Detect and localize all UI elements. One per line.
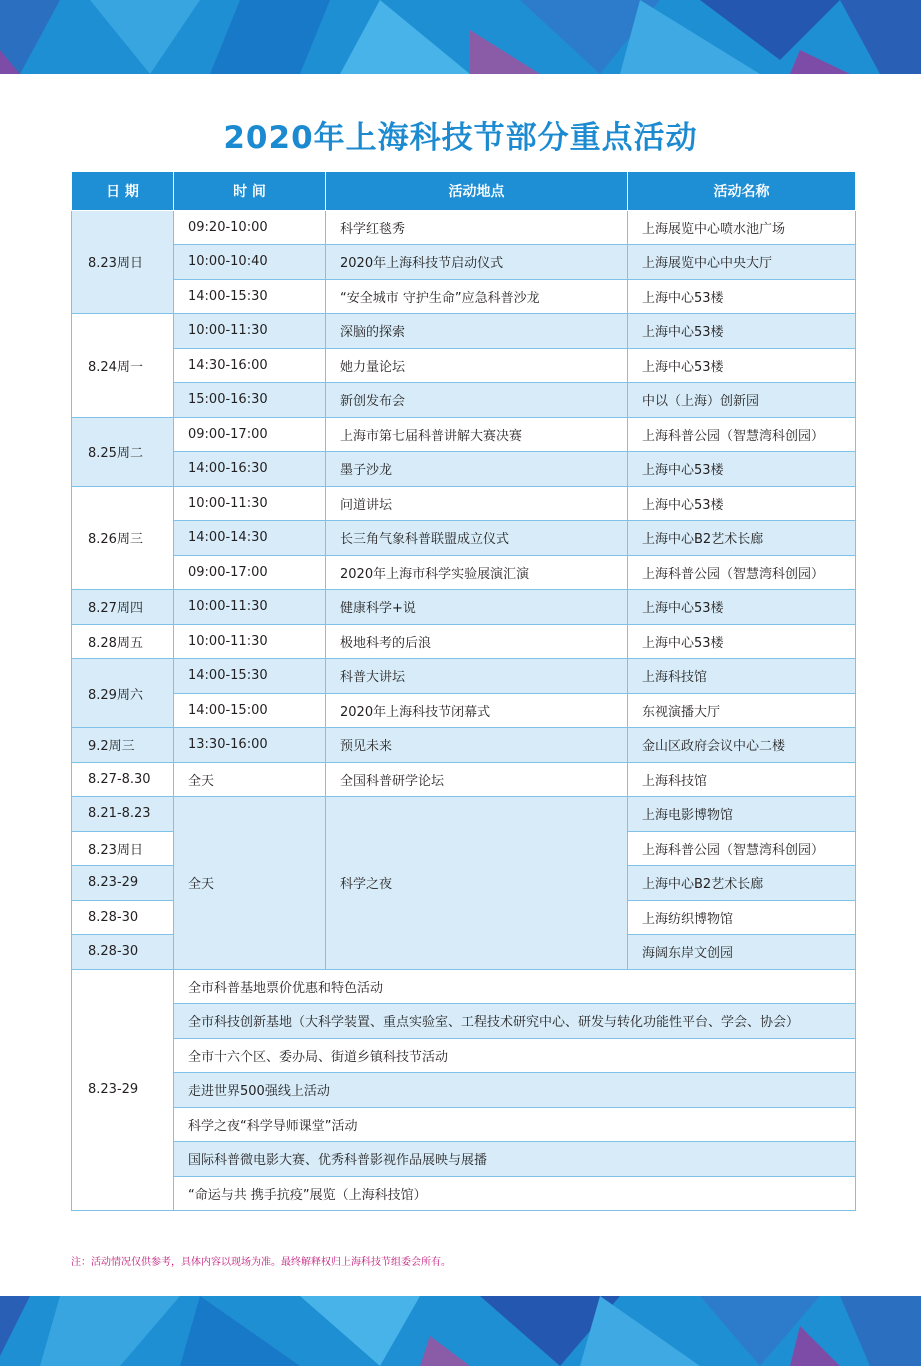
event-cell: 预见未来 <box>326 728 628 763</box>
time-cell: 10:00-11:30 <box>174 314 326 349</box>
footnote: 注：活动情况仅供参考，具体内容以现场为准。最终解释权归上海科技节组委会所有。 <box>71 1257 451 1268</box>
venue-cell: 海阔东岸文创园 <box>628 935 856 970</box>
event-cell: 科学之夜 <box>326 797 628 970</box>
time-cell: 14:00-14:30 <box>174 521 326 556</box>
table-row <box>72 210 856 245</box>
venue-cell: 上海科技馆 <box>628 762 856 797</box>
time-cell: 全天 <box>174 797 326 970</box>
venue-cell: 上海科普公园（智慧湾科创园） <box>628 555 856 590</box>
event-cell: 墨子沙龙 <box>326 452 628 487</box>
venue-cell: 东视演播大厅 <box>628 693 856 728</box>
venue-cell: 上海中心53楼 <box>628 348 856 383</box>
table-header-row <box>72 172 856 210</box>
header-place: 活动地点 <box>326 172 628 210</box>
event-cell: 新创发布会 <box>326 383 628 418</box>
venue-cell: 上海中心53楼 <box>628 314 856 349</box>
date-cell: 8.23-29 <box>72 969 174 1211</box>
time-cell: 09:00-17:00 <box>174 417 326 452</box>
event-cell: 科普大讲坛 <box>326 659 628 694</box>
venue-cell: 上海中心B2艺术长廊 <box>628 866 856 901</box>
event-cell: 深脑的探索 <box>326 314 628 349</box>
event-cell: “安全城市 守护生命”应急科普沙龙 <box>326 279 628 314</box>
time-cell: 14:00-16:30 <box>174 452 326 487</box>
venue-cell: 上海中心53楼 <box>628 279 856 314</box>
event-cell: 2020年上海科技节闭幕式 <box>326 693 628 728</box>
time-cell: 15:00-16:30 <box>174 383 326 418</box>
venue-cell: 上海中心B2艺术长廊 <box>628 521 856 556</box>
table-row <box>72 417 856 452</box>
table-row <box>72 693 856 728</box>
venue-cell: 上海科技馆 <box>628 659 856 694</box>
venue-cell: 上海电影博物馆 <box>628 797 856 832</box>
date-cell: 8.23周日 <box>72 831 174 866</box>
venue-cell: 上海展览中心喷水池广场 <box>628 210 856 245</box>
date-cell: 8.29周六 <box>72 659 174 728</box>
table-row <box>72 348 856 383</box>
event-cell: 健康科学+说 <box>326 590 628 625</box>
table-row <box>72 1142 856 1177</box>
table-row <box>72 486 856 521</box>
time-cell: 10:00-11:30 <box>174 590 326 625</box>
table-row <box>72 590 856 625</box>
table-row <box>72 521 856 556</box>
event-cell: 极地科考的后浪 <box>326 624 628 659</box>
activity-cell: 国际科普微电影大赛、优秀科普影视作品展映与展播 <box>174 1142 856 1177</box>
time-cell: 10:00-10:40 <box>174 245 326 280</box>
header-time: 时 间 <box>174 172 326 210</box>
table-row <box>72 555 856 590</box>
venue-cell: 上海中心53楼 <box>628 590 856 625</box>
table-row <box>72 314 856 349</box>
event-cell: 长三角气象科普联盟成立仪式 <box>326 521 628 556</box>
date-cell: 8.28-30 <box>72 935 174 970</box>
date-cell: 8.25周二 <box>72 417 174 486</box>
date-cell: 8.26周三 <box>72 486 174 590</box>
header-name: 活动名称 <box>628 172 856 210</box>
table-row <box>72 728 856 763</box>
time-cell: 14:30-16:00 <box>174 348 326 383</box>
table-row <box>72 452 856 487</box>
venue-cell: 上海中心53楼 <box>628 452 856 487</box>
time-cell: 全天 <box>174 762 326 797</box>
event-cell: 科学红毯秀 <box>326 210 628 245</box>
table-row <box>72 797 856 832</box>
event-cell: 她力量论坛 <box>326 348 628 383</box>
activity-cell: “命运与共 携手抗疫”展览（上海科技馆） <box>174 1176 856 1211</box>
date-cell: 9.2周三 <box>72 728 174 763</box>
activity-cell: 走进世界500强线上活动 <box>174 1073 856 1108</box>
table-row <box>72 1038 856 1073</box>
event-cell: 2020年上海市科学实验展演汇演 <box>326 555 628 590</box>
time-cell: 14:00-15:30 <box>174 279 326 314</box>
date-cell: 8.27-8.30 <box>72 762 174 797</box>
time-cell: 14:00-15:00 <box>174 693 326 728</box>
venue-cell: 上海中心53楼 <box>628 624 856 659</box>
activity-cell: 全市科技创新基地（大科学装置、重点实验室、工程技术研究中心、研发与转化功能性平台、学会、协会） <box>174 1004 856 1039</box>
date-cell: 8.21-8.23 <box>72 797 174 832</box>
date-cell: 8.23周日 <box>72 210 174 314</box>
date-cell: 8.28-30 <box>72 900 174 935</box>
time-cell: 09:00-17:00 <box>174 555 326 590</box>
table-row <box>72 279 856 314</box>
venue-cell: 上海中心53楼 <box>628 486 856 521</box>
header-date: 日 期 <box>72 172 174 210</box>
venue-cell: 金山区政府会议中心二楼 <box>628 728 856 763</box>
activity-cell: 全市科普基地票价优惠和特色活动 <box>174 969 856 1004</box>
venue-cell: 上海科普公园（智慧湾科创园） <box>628 831 856 866</box>
table-row <box>72 1073 856 1108</box>
venue-cell: 上海科普公园（智慧湾科创园） <box>628 417 856 452</box>
table-row <box>72 1107 856 1142</box>
date-cell: 8.27周四 <box>72 590 174 625</box>
schedule-table <box>71 172 856 1211</box>
table-row <box>72 762 856 797</box>
table-row <box>72 245 856 280</box>
page-title: 2020年上海科技节部分重点活动 <box>223 120 698 156</box>
time-cell: 14:00-15:30 <box>174 659 326 694</box>
event-cell: 上海市第七届科普讲解大赛决赛 <box>326 417 628 452</box>
top-decorative-band <box>0 0 921 74</box>
table-row <box>72 1004 856 1039</box>
event-cell: 全国科普研学论坛 <box>326 762 628 797</box>
date-cell: 8.23-29 <box>72 866 174 901</box>
event-cell: 2020年上海科技节启动仪式 <box>326 245 628 280</box>
table-row <box>72 969 856 1004</box>
table-row <box>72 659 856 694</box>
bottom-decorative-band <box>0 1296 921 1366</box>
venue-cell: 上海纺织博物馆 <box>628 900 856 935</box>
date-cell: 8.28周五 <box>72 624 174 659</box>
date-cell: 8.24周一 <box>72 314 174 418</box>
venue-cell: 上海展览中心中央大厅 <box>628 245 856 280</box>
table-row <box>72 624 856 659</box>
time-cell: 10:00-11:30 <box>174 486 326 521</box>
activity-cell: 科学之夜“科学导师课堂”活动 <box>174 1107 856 1142</box>
time-cell: 10:00-11:30 <box>174 624 326 659</box>
activity-cell: 全市十六个区、委办局、街道乡镇科技节活动 <box>174 1038 856 1073</box>
table-row <box>72 383 856 418</box>
time-cell: 09:20-10:00 <box>174 210 326 245</box>
venue-cell: 中以（上海）创新园 <box>628 383 856 418</box>
event-cell: 问道讲坛 <box>326 486 628 521</box>
time-cell: 13:30-16:00 <box>174 728 326 763</box>
table-row <box>72 1176 856 1211</box>
